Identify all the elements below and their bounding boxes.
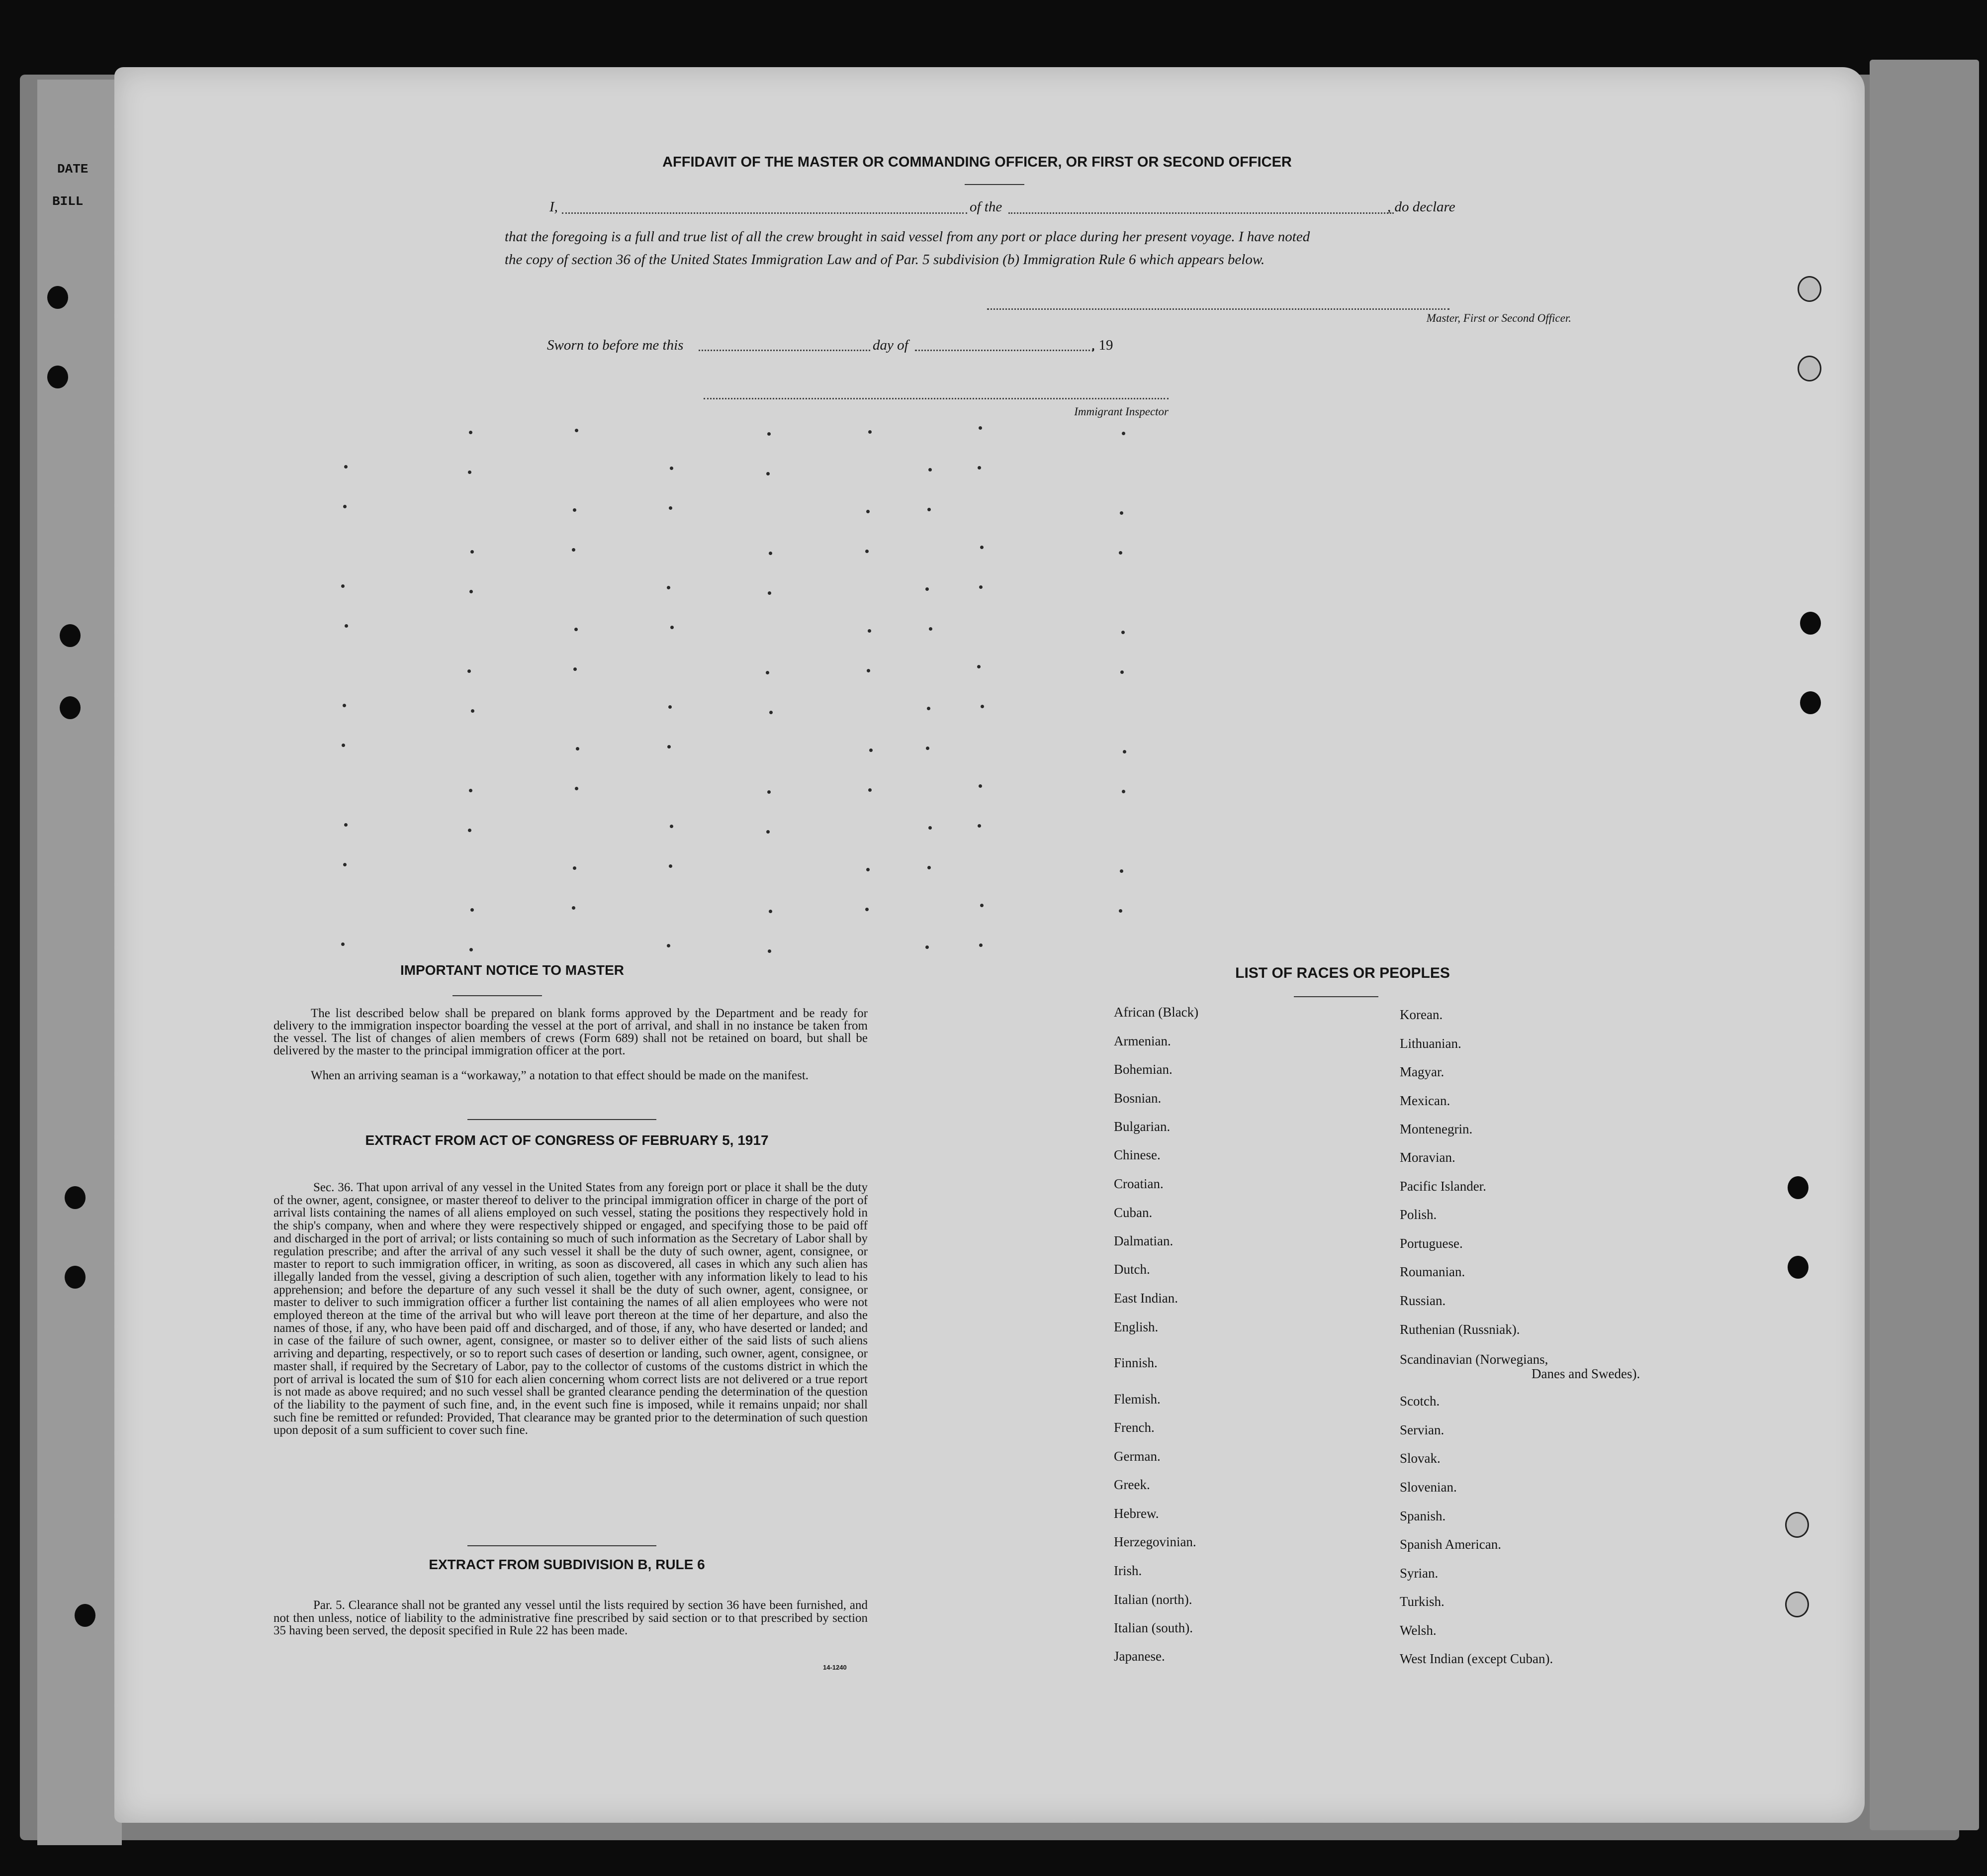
stray-mark — [469, 789, 472, 792]
race-item: Chinese. — [1114, 1147, 1161, 1162]
stray-mark — [670, 467, 673, 470]
stray-mark — [925, 945, 929, 949]
stray-mark — [866, 510, 870, 513]
stray-mark — [769, 711, 773, 714]
race-item: Italian (north). — [1114, 1592, 1192, 1607]
stray-mark — [468, 829, 471, 832]
stray-mark — [573, 508, 576, 512]
stray-mark — [341, 584, 345, 588]
race-item: Italian (south). — [1114, 1620, 1193, 1635]
extract-act-title: EXTRACT FROM ACT OF CONGRESS OF FEBRUARY 5, 1917 — [365, 1132, 769, 1148]
stray-mark — [344, 465, 348, 469]
divider — [1294, 996, 1378, 997]
race-item: Japanese. — [1114, 1649, 1165, 1664]
stray-mark — [868, 788, 872, 792]
race-item: Spanish American. — [1400, 1537, 1501, 1552]
stray-mark — [866, 868, 870, 871]
race-item: Dalmatian. — [1114, 1233, 1174, 1248]
race-item: Pacific Islander. — [1400, 1179, 1486, 1194]
form-page — [114, 67, 1865, 1823]
stray-mark — [343, 505, 347, 508]
stray-mark — [868, 629, 871, 633]
stray-mark — [926, 747, 929, 750]
affidavit-statement-line2: that the foregoing is a full and true list of all the crew brought in said vessel from any port or place during her present voyage. I have noted — [505, 229, 1310, 245]
race-item: Montenegrin. — [1400, 1122, 1473, 1136]
race-item: Ruthenian (Russniak). — [1400, 1322, 1520, 1337]
extract-rule-text: Par. 5. Clearance shall not be granted any vessel until the lists required by section 36 have been furnished, and not then unless, notice of liability to the administrative fine prescribed by said section or to that prescribed by section 35 having been served, the deposit specified in Rule 22 has been made. — [273, 1598, 868, 1638]
race-item: Spanish. — [1400, 1508, 1446, 1523]
affidavit-statement-line3: the copy of section 36 of the United States Immigration Law and of Par. 5 subdivision (b) Immigration Rule 6 which appears below. — [505, 252, 1265, 268]
race-item: Scandinavian (Norwegians, — [1400, 1352, 1548, 1367]
race-item: Finnish. — [1114, 1355, 1158, 1370]
race-item: Mexican. — [1400, 1093, 1450, 1108]
race-item: Bulgarian. — [1114, 1119, 1171, 1134]
stray-mark — [979, 426, 982, 430]
stray-mark — [868, 430, 872, 434]
stray-mark — [670, 626, 674, 629]
race-item: Herzegovinian. — [1114, 1534, 1196, 1549]
stray-mark — [667, 944, 670, 947]
stray-mark — [343, 863, 347, 866]
stray-mark — [865, 908, 869, 911]
stray-mark — [668, 705, 672, 709]
races-title: LIST OF RACES OR PEOPLES — [1235, 965, 1450, 981]
punch-hole — [75, 1604, 95, 1627]
stray-mark — [927, 707, 930, 710]
stray-mark — [467, 669, 471, 673]
declarant-name-field[interactable] — [562, 212, 967, 214]
stray-mark — [767, 790, 771, 794]
divider — [467, 1545, 656, 1546]
strip-label-date: DATE — [57, 162, 89, 177]
strip-label-bill: BILL — [52, 194, 84, 209]
stray-mark — [928, 826, 932, 830]
do-declare-label: , do declare — [1387, 199, 1455, 215]
divider — [452, 995, 542, 996]
punch-hole — [47, 286, 68, 309]
stray-mark — [574, 628, 578, 631]
punch-hole — [1788, 1176, 1808, 1199]
stray-mark — [979, 943, 983, 947]
punch-hole — [1788, 1256, 1808, 1279]
race-item: Korean. — [1400, 1007, 1443, 1022]
stray-mark — [573, 667, 577, 671]
sworn-day-field[interactable] — [699, 350, 870, 351]
stray-mark — [766, 830, 770, 834]
stray-mark — [927, 866, 931, 869]
stray-mark — [766, 671, 769, 674]
stray-mark — [575, 787, 578, 790]
punch-hole — [1800, 691, 1821, 714]
inspector-signature-label: Immigrant Inspector — [1074, 405, 1169, 418]
race-item: Syrian. — [1400, 1566, 1439, 1581]
of-the-label: of the — [970, 199, 1002, 215]
race-item: Servian. — [1400, 1422, 1445, 1437]
race-item: East Indian. — [1114, 1291, 1178, 1306]
extract-act-text: Sec. 36. That upon arrival of any vessel in the United States from any foreign port or place it shall be the duty of the owner, agent, consignee, or master thereof to deliver to the principal immigration officer in charge of the port of arrival lists containing the names of all aliens employed on such vessel, stating the positions they respectively hold in the ship's company, when and where they were respectively shipped or engaged, and specifying those to be paid off and discharged in the port of arrival; or lists containing so much of such information as the Secretary of Labor shall by regulation prescribe; and after the arrival of any such vessel it shall be the duty of such owner, agent, consignee, or master to report to such immigration officer, in writing, as soon as discovered, all cases in which any such alien has illegally landed from the vessel, giving a description of such alien, together with any information likely to lead to his apprehension; and before the departure of any such vessel it shall be the duty of such owner, agent, consignee, or master to deliver to such immigration officer a further list containing the names of all alien employees who were not employed thereon at the time of the arrival but who will leave port thereon at the time of her departure, and also the names of those, if any, who have been paid off and discharged, and of those, if any, who have deserted or landed; and in case of the failure of such owner, agent, consignee, or master so to deliver either of the said lists of such aliens arriving and departing, respectively, or so to report such cases of desertion or landing, such owner, agent, consignee, or master shall, if required by the Secretary of Labor, pay to the collector of customs of the customs district in which the port of arrival is located the sum of $10 for each alien concerning whom correct lists are not delivered or a true report is not made as above required; and no such vessel shall be granted clearance pending the determination of the question of the liability to the payment of such fine, and, in the event such fine is imposed, while it remains unpaid; nor shall such fine be remitted or refunded: Provided, That clearance may be granted prior to the determination of such question upon deposit of a sum sufficient to cover such fine. — [273, 1181, 868, 1437]
stray-mark — [979, 784, 982, 788]
race-item: Moravian. — [1400, 1150, 1455, 1165]
stray-mark — [670, 825, 673, 828]
stray-mark — [342, 744, 345, 747]
stray-mark — [470, 908, 474, 912]
punch-hole — [47, 366, 68, 388]
punch-hole — [60, 696, 81, 719]
sworn-label: Sworn to before me this — [547, 337, 684, 353]
punch-hole — [1800, 612, 1821, 635]
stray-mark — [1122, 790, 1125, 793]
race-item: Roumanian. — [1400, 1264, 1465, 1279]
race-item: French. — [1114, 1420, 1155, 1435]
notice-paragraph-2: When an arriving seaman is a “workaway,” a notation to that effect should be made on the manifest. — [311, 1069, 809, 1082]
day-of-label: day of — [873, 337, 908, 353]
race-item: Croatian. — [1114, 1176, 1164, 1191]
stray-mark — [576, 747, 579, 750]
punch-hole — [1785, 1512, 1809, 1538]
notice-paragraph-1: The list described below shall be prepared on blank forms approved by the Department and be ready for delivery to the immigration inspector boarding the vessel at the port of arrival, and shall in no instance be taken from the vessel. The list of changes of alien members of crews (Form 689) shall not be retained on board, but shall be delivered by the master to the principal immigration officer at the port. — [273, 1007, 868, 1057]
inspector-signature-field[interactable] — [704, 398, 1169, 399]
stray-mark — [978, 824, 981, 828]
stray-mark — [767, 432, 771, 436]
race-item: Irish. — [1114, 1563, 1142, 1578]
stray-mark — [768, 949, 771, 953]
sworn-month-field[interactable] — [915, 350, 1094, 351]
stray-mark — [769, 910, 772, 913]
race-item: Bosnian. — [1114, 1091, 1162, 1106]
stray-mark — [867, 669, 870, 672]
notice-title: IMPORTANT NOTICE TO MASTER — [400, 962, 625, 978]
stray-mark — [470, 550, 474, 554]
stray-mark — [1121, 631, 1125, 634]
stray-mark — [341, 942, 345, 946]
stray-mark — [343, 704, 346, 707]
stray-mark — [667, 586, 670, 589]
stray-mark — [925, 587, 929, 591]
stray-mark — [929, 627, 932, 631]
punch-hole — [65, 1266, 86, 1289]
stray-mark — [869, 749, 873, 752]
race-item: African (Black) — [1114, 1005, 1199, 1020]
stray-mark — [1119, 909, 1122, 913]
stray-mark — [978, 466, 981, 469]
stray-mark — [769, 552, 772, 555]
race-item: West Indian (except Cuban). — [1400, 1651, 1553, 1666]
stray-mark — [572, 548, 575, 552]
stray-mark — [344, 823, 348, 827]
punch-hole — [60, 624, 81, 647]
divider — [965, 184, 1024, 185]
affidavit-title: AFFIDAVIT OF THE MASTER OR COMMANDING OFFICER, OR FIRST OR SECOND OFFICER — [662, 154, 1292, 170]
master-signature-field[interactable] — [987, 308, 1449, 310]
master-signature-label: Master, First or Second Officer. — [1426, 312, 1571, 324]
race-item: Slovenian. — [1400, 1480, 1457, 1495]
stray-mark — [669, 506, 672, 510]
stray-mark — [980, 904, 984, 907]
stray-mark — [1120, 511, 1123, 515]
vessel-name-field[interactable] — [1008, 212, 1394, 214]
stray-mark — [667, 745, 671, 749]
race-item: Armenian. — [1114, 1033, 1171, 1048]
form-number: 14-1240 — [823, 1664, 847, 1671]
race-item: Dutch. — [1114, 1262, 1150, 1277]
race-item: Cuban. — [1114, 1205, 1153, 1220]
stray-mark — [468, 470, 471, 474]
race-item: Magyar. — [1400, 1064, 1445, 1079]
stray-mark — [1120, 670, 1124, 674]
race-item: Flemish. — [1114, 1392, 1161, 1407]
stray-mark — [928, 468, 932, 471]
race-item: Turkish. — [1400, 1594, 1445, 1609]
punch-hole — [1785, 1592, 1809, 1617]
stray-mark — [865, 550, 869, 553]
stray-mark — [768, 591, 771, 595]
race-item: Russian. — [1400, 1293, 1446, 1308]
year-label: , 19 — [1091, 337, 1113, 353]
stray-mark — [471, 709, 474, 713]
stray-mark — [575, 429, 578, 432]
race-item: Scotch. — [1400, 1394, 1440, 1408]
race-item: Danes and Swedes). — [1532, 1366, 1640, 1381]
stray-mark — [980, 546, 984, 549]
stray-mark — [981, 705, 984, 708]
race-item: Welsh. — [1400, 1623, 1437, 1638]
race-item: Greek. — [1114, 1477, 1150, 1492]
left-binding-strip — [37, 80, 122, 1845]
stray-mark — [572, 906, 575, 910]
stray-mark — [977, 665, 981, 668]
stray-mark — [469, 948, 473, 951]
race-item: Polish. — [1400, 1207, 1437, 1222]
race-item: German. — [1114, 1449, 1161, 1464]
stray-mark — [927, 508, 931, 511]
stray-mark — [766, 472, 770, 475]
stray-mark — [1120, 869, 1123, 873]
punch-hole — [65, 1186, 86, 1209]
stray-mark — [469, 431, 472, 434]
race-item: English. — [1114, 1319, 1159, 1334]
stray-mark — [669, 864, 672, 868]
race-item: Bohemian. — [1114, 1062, 1173, 1077]
punch-hole — [1798, 276, 1821, 302]
race-item: Portuguese. — [1400, 1236, 1463, 1251]
stray-mark — [979, 585, 983, 589]
stray-mark — [469, 590, 473, 593]
stray-mark — [1123, 750, 1126, 753]
extract-rule-title: EXTRACT FROM SUBDIVISION B, RULE 6 — [429, 1557, 705, 1572]
punch-hole — [1798, 356, 1821, 381]
stray-mark — [573, 866, 576, 870]
divider — [467, 1119, 656, 1120]
race-item: Slovak. — [1400, 1451, 1441, 1466]
stray-mark — [1119, 551, 1122, 555]
race-item: Lithuanian. — [1400, 1036, 1461, 1051]
stray-mark — [345, 624, 348, 628]
underlying-sheet-edge — [1870, 60, 1979, 1830]
stray-mark — [1122, 432, 1125, 435]
race-item: Hebrew. — [1114, 1506, 1159, 1521]
declarant-label: I, — [549, 199, 558, 215]
